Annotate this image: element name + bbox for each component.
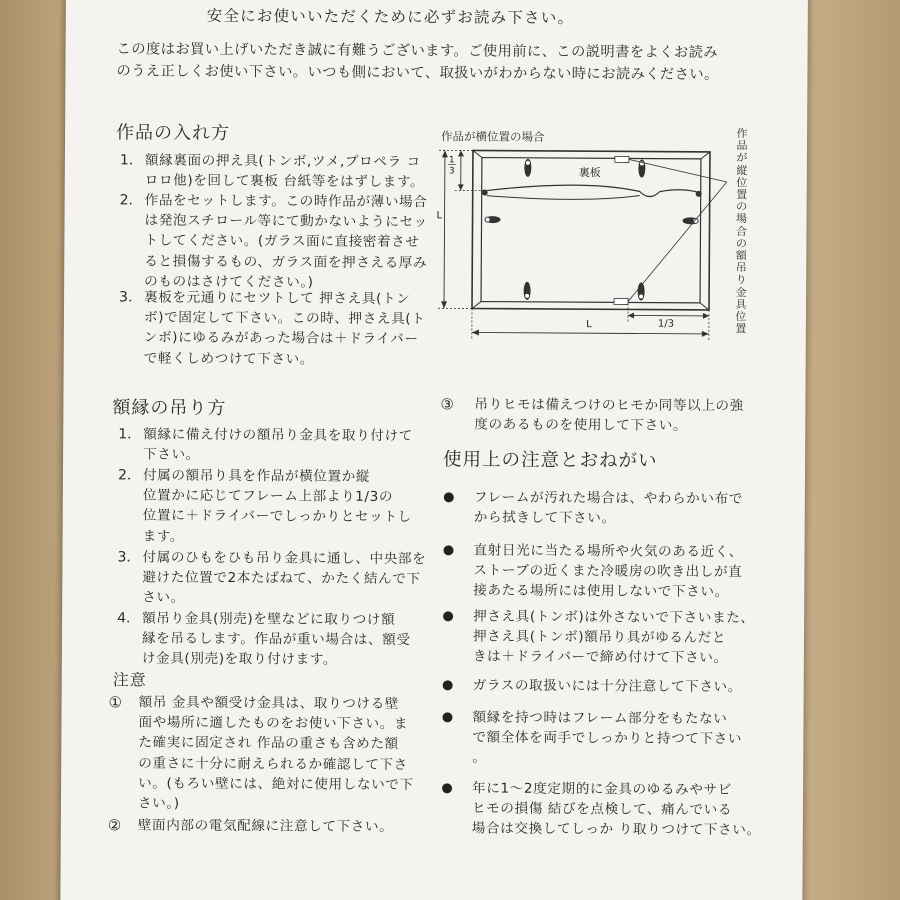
hanger-slot-top (615, 156, 629, 162)
bullet-icon (443, 680, 453, 690)
dim-bottom-label: L (586, 319, 592, 331)
heading-insert: 作品の入れ方 (116, 122, 231, 145)
hanging-cord (487, 185, 697, 197)
bullet-icon (443, 545, 453, 555)
intro-line-2: のうえ正しくお使い下さい。いつも側において、取扱いがわからない時にお読みください。 (116, 63, 719, 83)
heading-hanging: 額縁の吊り方 (112, 397, 227, 419)
bullet-icon (444, 492, 454, 502)
dim-left-label: L (436, 210, 443, 222)
tonbo-bottom-left (524, 282, 531, 300)
frame-inner (481, 158, 701, 303)
intro-line-1: この度はお買い上げいただき誠に有難うございます。ご使用前に、この説明書をよくお読み (116, 41, 719, 61)
dim-top-third-num: 1 (448, 155, 455, 166)
diagram-caption-side: 作 品 が 縦 位 置 の 場 合 の 額 吊 り 金 具 位 置 (735, 127, 748, 336)
frame-diagram (434, 142, 735, 364)
bullet-icon (442, 712, 452, 722)
tonbo-left (485, 216, 501, 223)
tonbo-right (683, 217, 699, 224)
heading-usage-notes: 使用上の注意とおねがい (443, 449, 658, 472)
board-label: 裏板 (578, 166, 601, 180)
bullet-icon (442, 783, 452, 793)
dim-left-line (444, 150, 445, 308)
sheet-title: 安全にお使いいただくために必ずお読み下さい。 (206, 6, 575, 28)
hanger-slot-bottom (614, 298, 628, 304)
dim-bottom-line (472, 332, 709, 333)
bullet-icon (443, 611, 453, 621)
dim-top-third-den: 3 (448, 166, 455, 177)
diagram-caption-top: 作品が横位置の場合 (441, 129, 545, 144)
heading-caution: 注意 (112, 670, 147, 690)
tonbo-top-left (524, 159, 531, 177)
instruction-sheet: 安全にお使いいただくために必ずお読み下さい。 この度はお買い上げいただき誠に有難うございます。ご使用前に、この説明書をよくお読み のうえ正しくお使い下さい。いつも側において、取扱いがわからない時にお読みください。 作品の入れ方 1． 額縁裏面の押え具(トンボ,ツメ,プロペラ コ ロロ他)を回して裏板 台紙等をはずします。 2． 作品をセットします。この時作品が薄い場合 は発泡スチロール等にて動かないようにセッ トしてください。(ガラス面に直接密着させ ると損傷するもの、ガラス面を押さえる厚み のものはさけてください。) 3． 裏板を元通りにセツトして 押さえ具(トン ボ)で固定して下さい。この時、押さえ具(ト ンボ)にゆるみがあった場合は＋ドライバー で軽くしめつけて下さい。 作品が横位置の場合 裏板 L 1 3 L 1/3 作 品 が 縦 位 置 の 場 合 の 額 吊 り 金 具 位 置 額縁の吊り方 1． 額縁に備え付けの額吊り金具を取り付けて 下さい。 2． 付属の額吊り具を作品が横位置か縦 位置かに応じてフレーム上部より1/3の 位置に＋ドライバーでしっかりとセットし ます。 3． 付属のひもをひも吊り金具に通し、中央部を 避けた位置で2本たばねて、かたく結んで下 さい。 4． 額吊り金具(別売)を壁などに取りつけ額 縁を吊るします。作品が重い場合は、額受 け金具(別売)を取り付けます。 注意 ① 額吊 金具や額受け金具は、取りつける壁 面や場所に適したものをお使い下さい。ま た確実に固定され 作品の重さも含めた額 の重さに十分に耐えられるか確認して下さ い。(もろい壁には、絶対に使用しないで下 さい。) ② 壁面内部の電気配線に注意して下さい。 ③ 吊りヒモは備えつけのヒモか同等以上の強 度のあるものを使用して下さい。 使用上の注意とおねがい フレームが汚れた場合は、やわらかい布で から拭きして下さい。 直射日光に当たる場所や火気のある近く、 ストーブの近くまた冷暖房の吹き出しが直 接あたる場所には使用しないで下さい。 押さえ具(トンボ)は外さないで下さいまた、 押さえ具(トンボ)額吊り具がゆるんだと きは＋ドライバーで締め付けて下さい。 ガラスの取扱いには十分注意して下さい。 額縁を持つ時はフレーム部分をもたない で額全体を両手でしっかりと持つて下さい 。 年に1～2度定期的に金具のゆるみやサビ ヒモの損傷 結びを点検して、痛んでいる 場合は交換してしっか り取りつけて下さい。 (60, 0, 808, 900)
dim-bottom-third-label: 1/3 (657, 318, 674, 330)
